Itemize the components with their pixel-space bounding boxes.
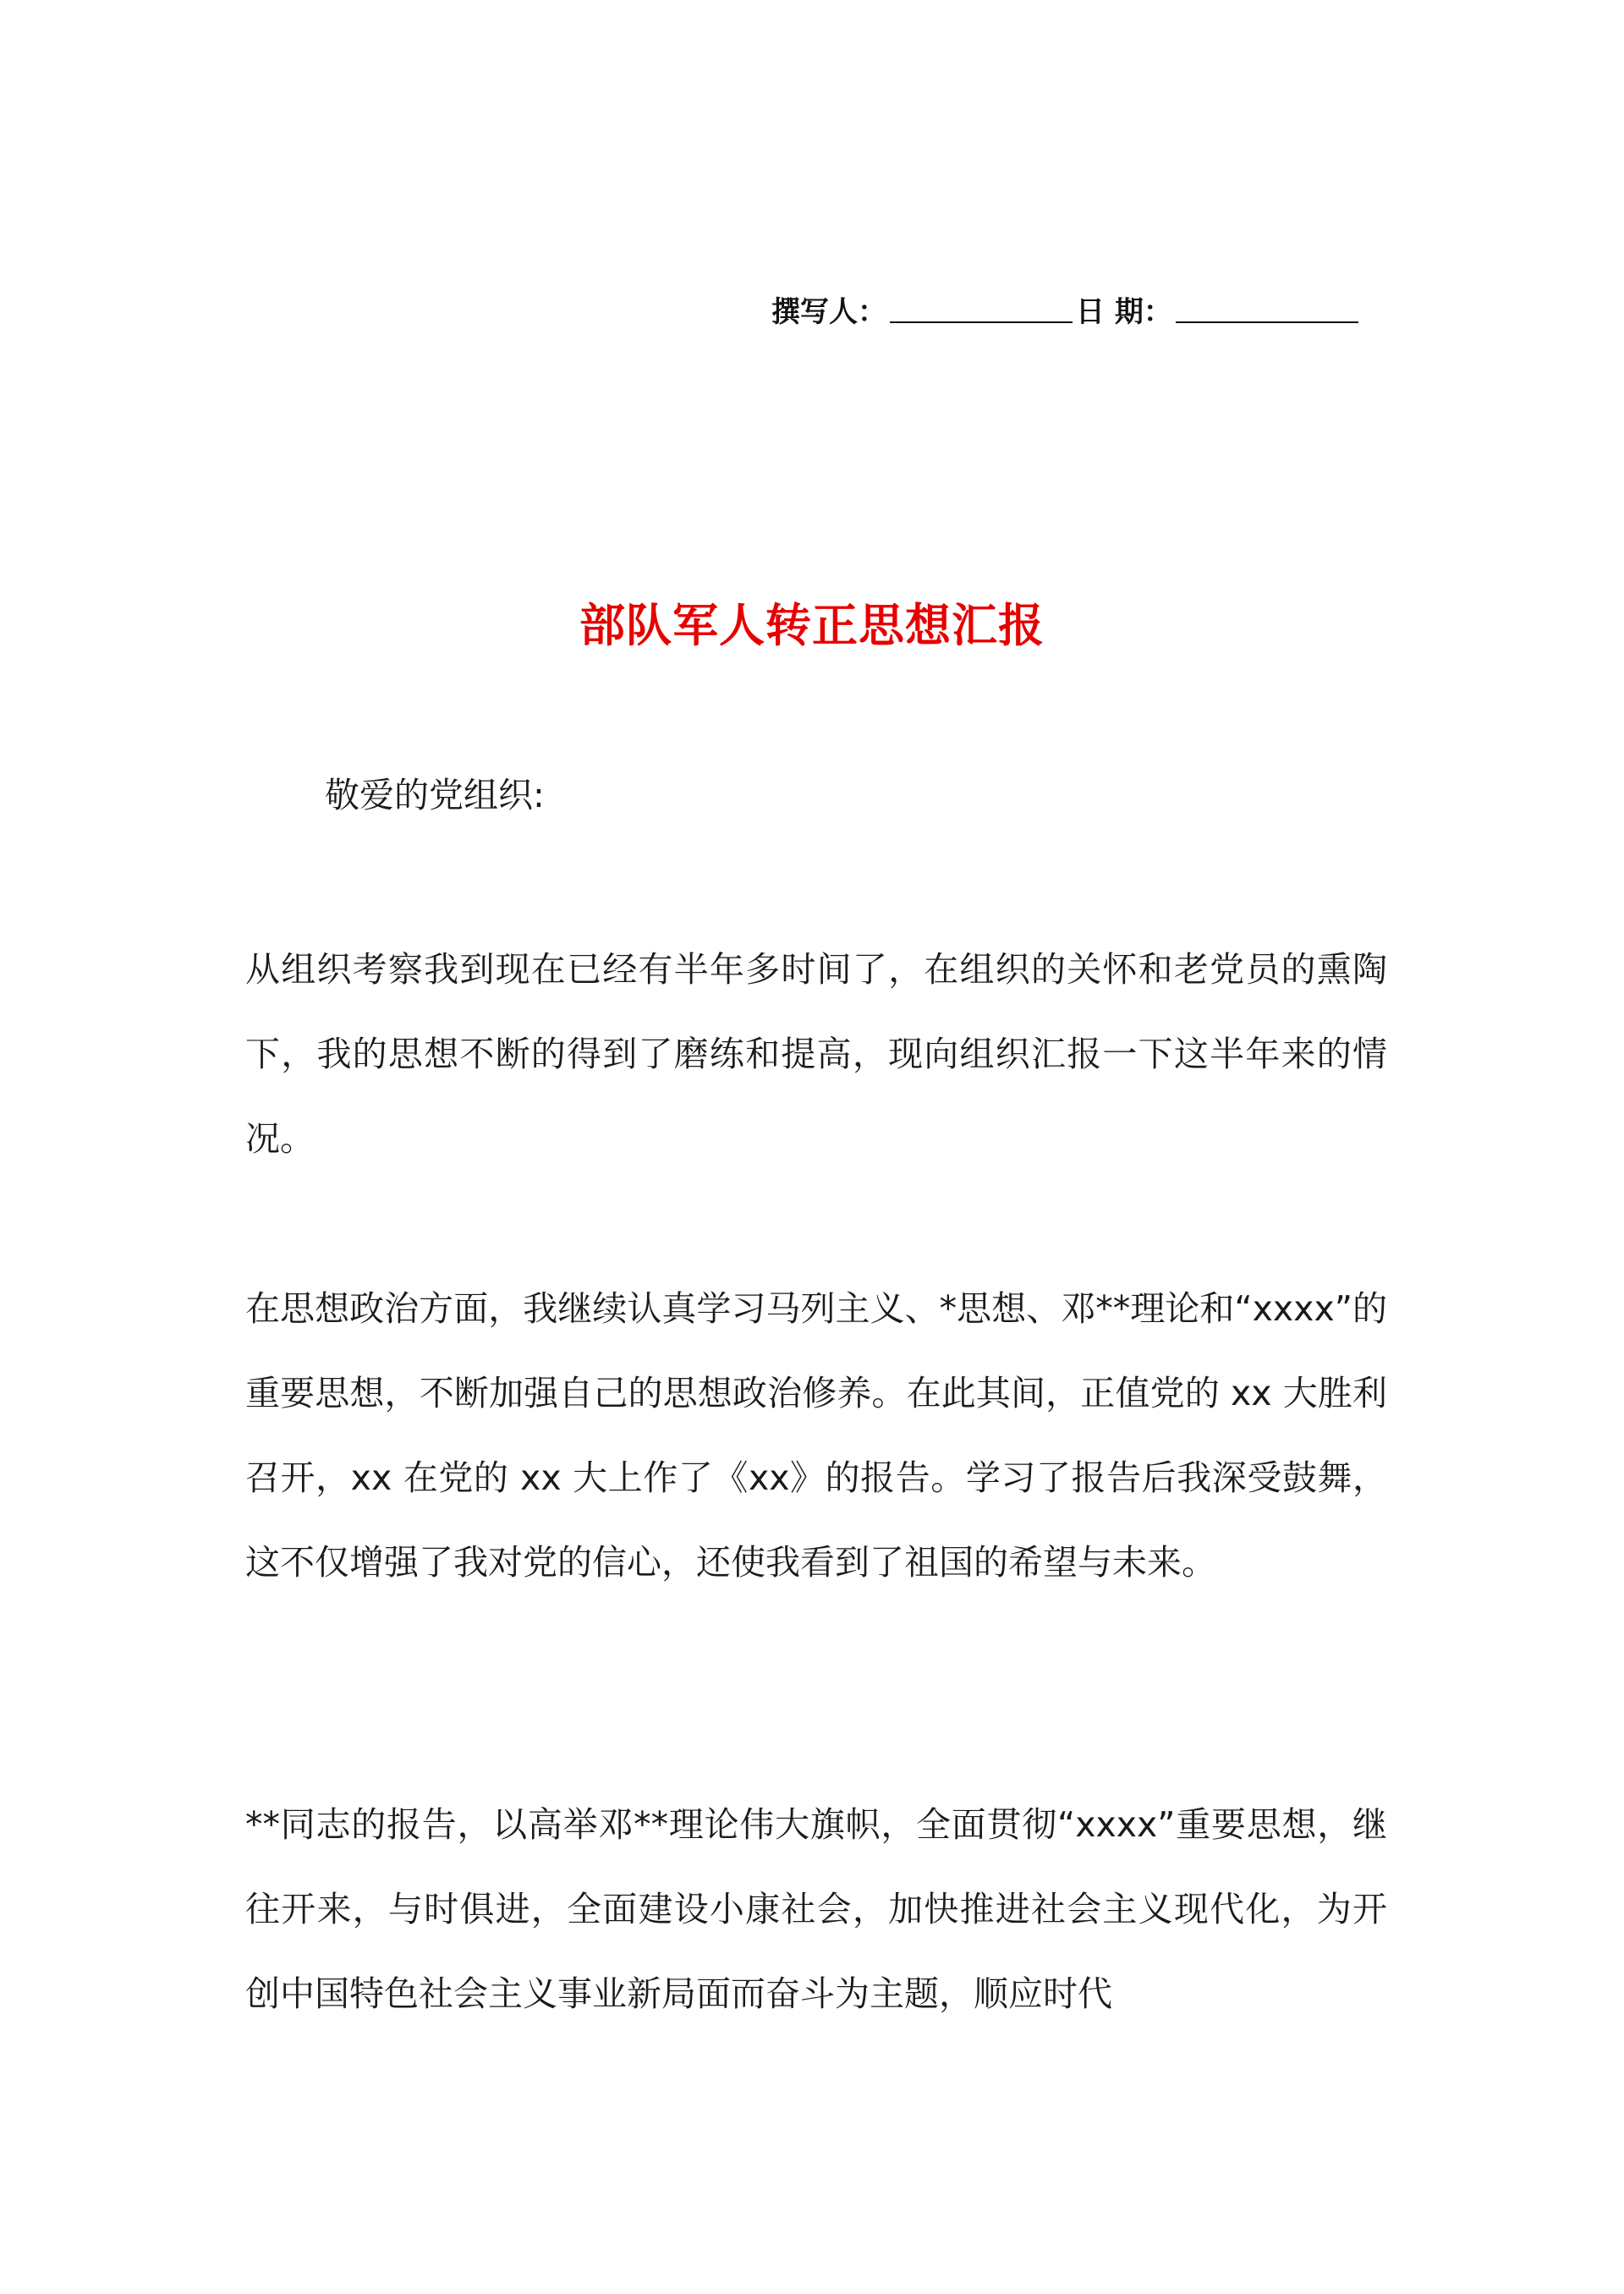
paragraph-2: 在思想政治方面，我继续认真学习马列主义、*思想、邓**理论和“xxxx”的重要思想，不断加强自己的思想政治修养。在此其间，正值党的 xx 大胜利召开，xx 在党的 xx 大上作了《xx》的报告。学习了报告后我深受鼓舞，这不仅增强了我对党的信心，还使我看到了祖国的希望与未来。: [245, 1288, 1387, 1583]
paragraph-1: 从组织考察我到现在已经有半年多时间了，在组织的关怀和老党员的熏陶下，我的思想不断的得到了磨练和提高，现向组织汇报一下这半年来的情况。: [245, 949, 1387, 1159]
date-blank-field[interactable]: [1176, 321, 1358, 323]
date-label: 日 期：: [1076, 295, 1172, 329]
document-title: 部队军人转正思想汇报: [579, 599, 1045, 652]
salutation: 敬爱的党组织:: [325, 775, 545, 815]
author-blank-field[interactable]: [890, 321, 1073, 323]
author-date-line: [771, 279, 1387, 330]
author-label: 撰写人：: [771, 295, 886, 329]
paragraph-3: **同志的报告，以高举邓**理论伟大旗帜，全面贯彻“xxxx”重要思想，继往开来，与时俱进，全面建设小康社会，加快推进社会主义现代化，为开创中国特色社会主义事业新局面而奋斗为主题，顺应时代: [245, 1804, 1387, 2014]
